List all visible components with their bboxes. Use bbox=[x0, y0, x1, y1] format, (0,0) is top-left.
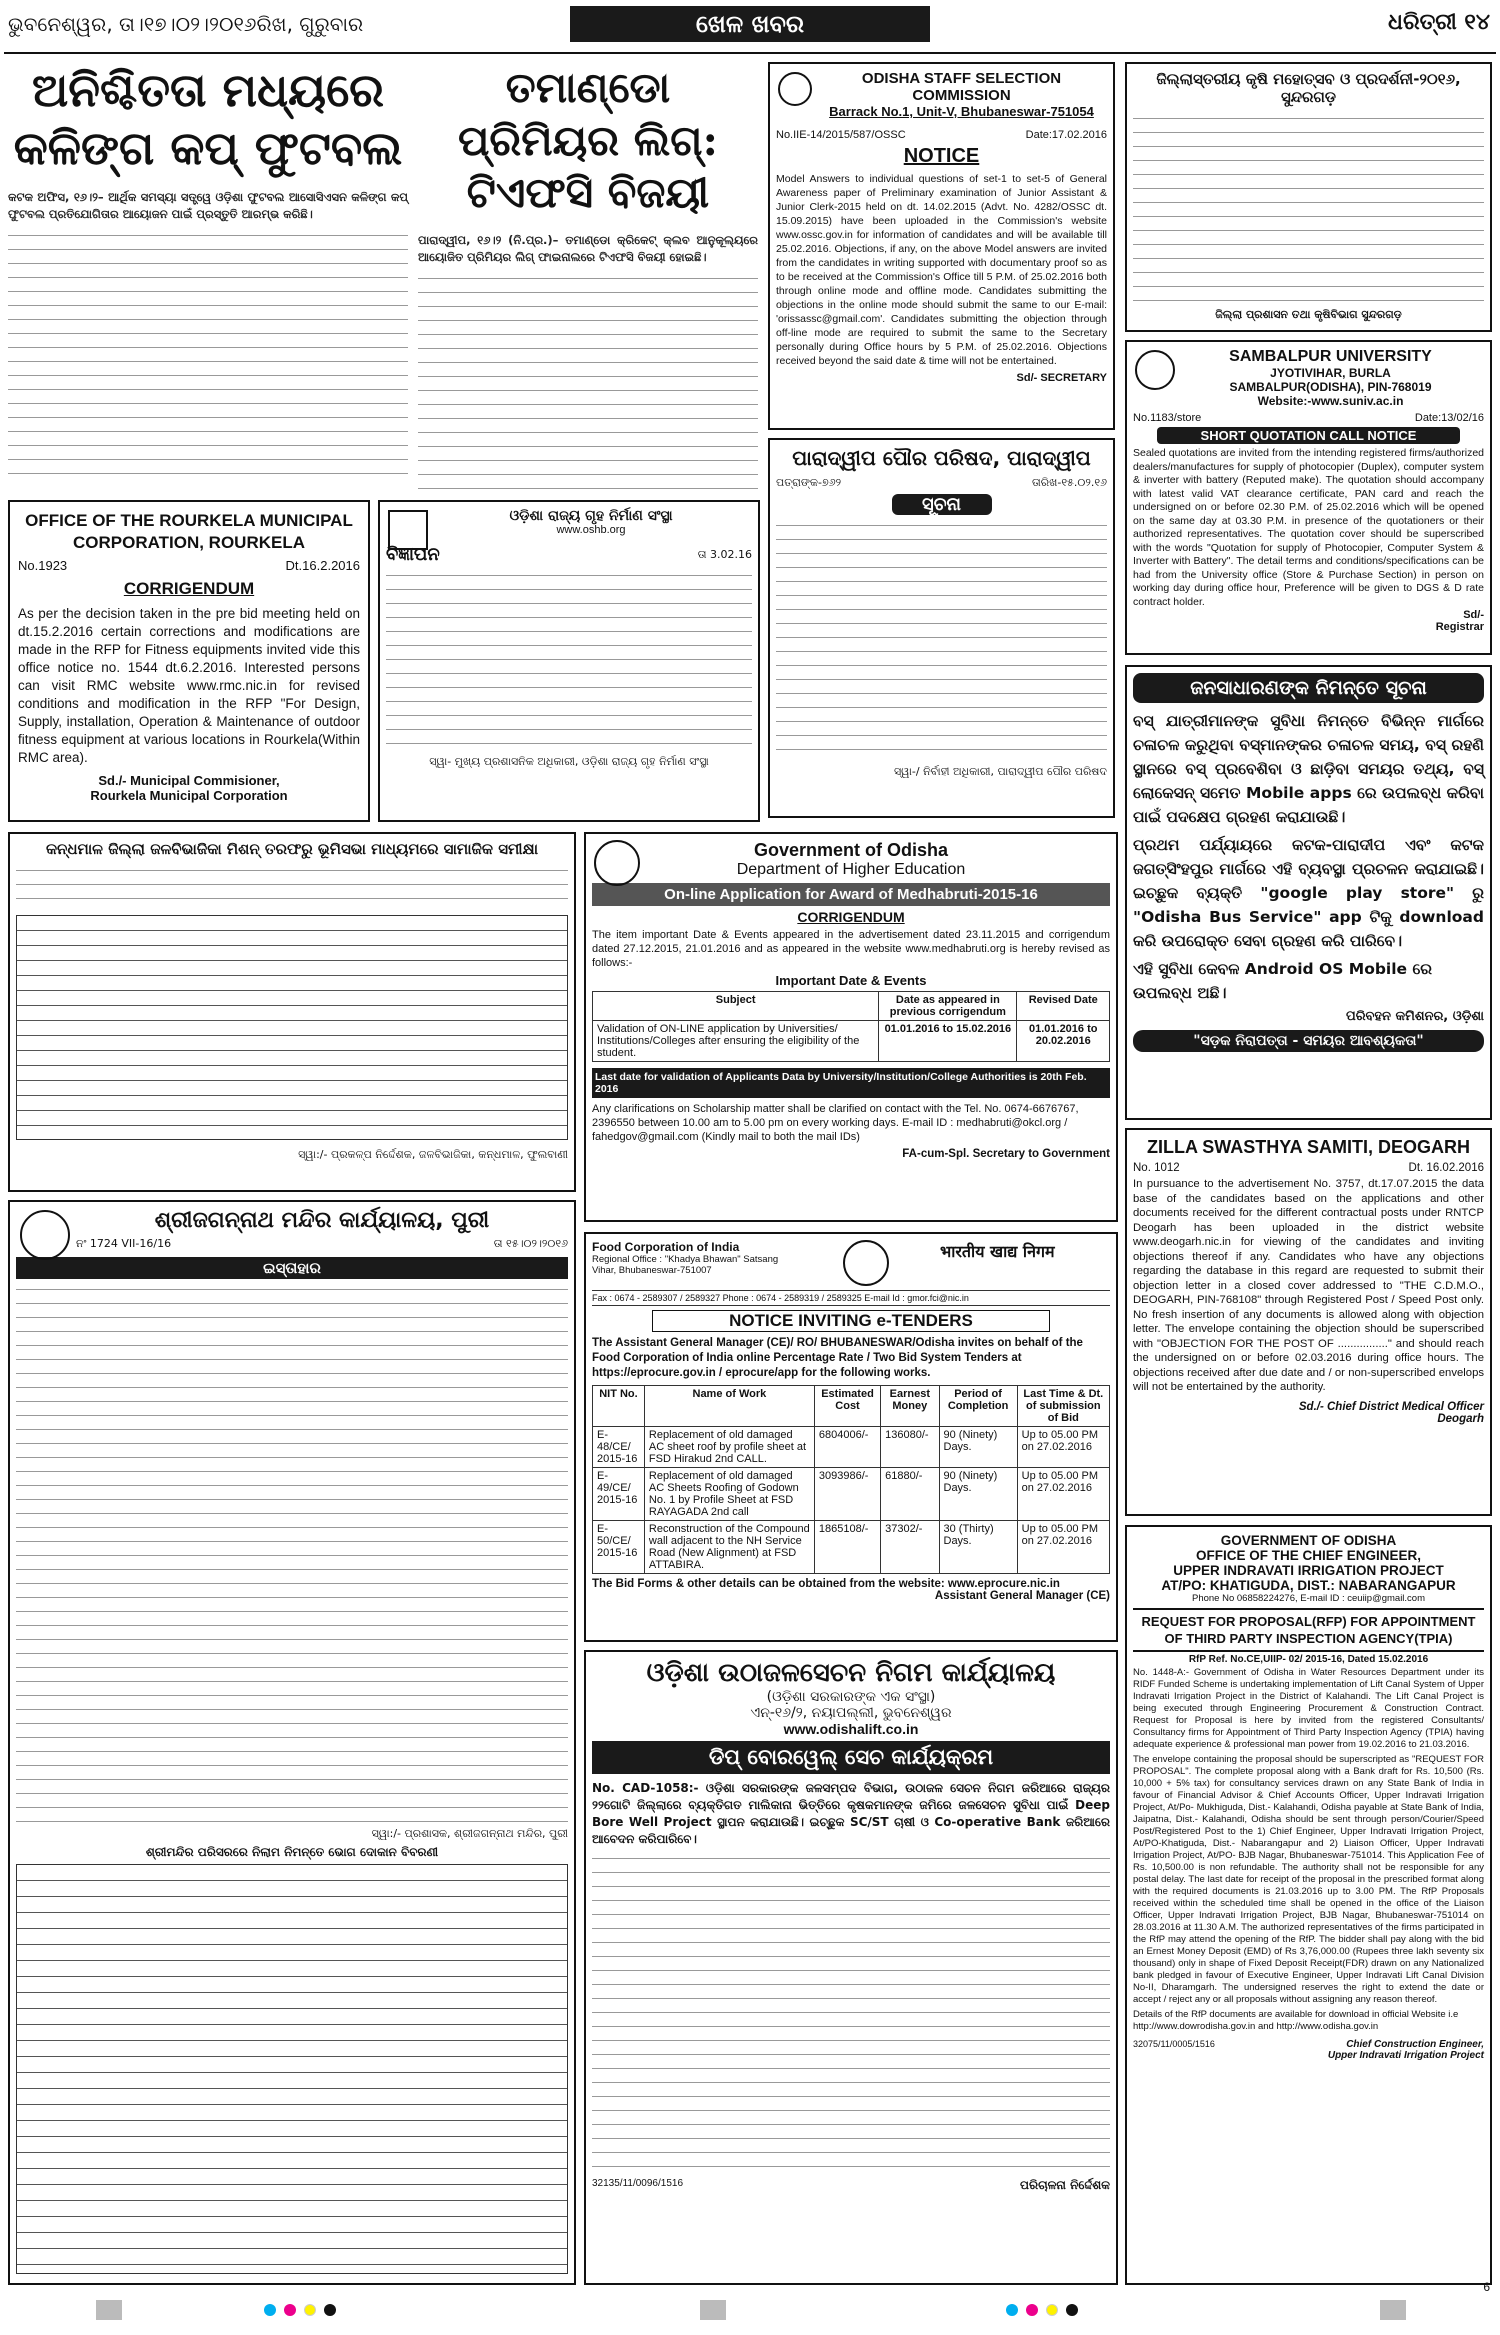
fci-signature: Assistant General Manager (CE) bbox=[934, 1590, 1110, 1602]
fci-cell: 6804006/- bbox=[814, 1427, 880, 1468]
fci-heading: NOTICE INVITING e-TENDERS bbox=[652, 1310, 1050, 1332]
lift-sub: (ଓଡ଼ିଶା ସରକାରଙ୍କ ଏକ ସଂସ୍ଥା) bbox=[766, 1689, 936, 1705]
story-body-text bbox=[418, 272, 758, 522]
zilla-swasthya-notice bbox=[1125, 1128, 1492, 1516]
rmc-corrigendum bbox=[8, 500, 370, 822]
medha-col-previous: Date as appeared in previous corrigendum bbox=[879, 992, 1017, 1021]
bus-public-notice bbox=[1125, 665, 1492, 1120]
sambalpur-notice bbox=[1125, 340, 1492, 655]
story-lead: ପାରାଦ୍ୱୀପ, ୧୬।୨ (ନି.ପ୍ର.)– ତମାଣ୍ଡୋ କ୍ରିକେଟ୍ କ୍ଲବ ଆନୁକୂଲ୍ୟରେ ଆୟୋଜିତ ପ୍ରିମିୟର ଲିଗ୍ ଫାଇନାଲରେ ଟିଏଫସି ବିଜୟୀ ହୋଇଛି। bbox=[418, 232, 758, 264]
medha-clarify: Any clarifications on Scholarship matter shall be clarified on contact with the Tel. No. 0674-6676767, 2396550 between 10.00 am to 5.00 pm on every working days. E-mail ID : medhabruti@okcl.org / fahedgov@gmail.com (Kindly mail to both the mail IDs) bbox=[592, 1103, 1079, 1143]
table-row bbox=[593, 1468, 1110, 1521]
ossc-signature: Sd/- SECRETARY bbox=[1016, 372, 1107, 384]
medhabruti-corrigendum bbox=[584, 832, 1118, 1222]
indravati-ref2: 32075/11/0005/1516 bbox=[1133, 2039, 1215, 2049]
lift-address: ଏନ୍-୧୬/୨, ନୟାପଲ୍ଲୀ, ଭୁବନେଶ୍ୱର bbox=[750, 1705, 952, 1721]
bus-notice-body: ବସ୍ ଯାତ୍ରୀମାନଙ୍କ ସୁବିଧା ନିମନ୍ତେ ବିଭିନ୍ନ ମାର୍ଗରେ ଚଳାଚଳ କରୁଥିବା ବସ୍‌ମାନଙ୍କର ଚଳାଚଳ ସମୟ, ବସ୍ ରହଣି ସ୍ଥାନରେ ବସ୍ ପ୍ରବେଶିବା ଓ ଛାଡ଼ିବା ସମୟର ତଥ୍ୟ, ବସ୍ ଲୋକେସନ୍ ସମେତ Mobile apps ରେ ଉପଲବ୍ଧ କରିବା ପାଇଁ ପଦକ୍ଷେପ ଗ୍ରହଣ କରାଯାଉଛି। bbox=[1133, 712, 1484, 826]
jagannath-date: ତା ୧୫।୦୨।୨୦୧୬ bbox=[493, 1237, 568, 1250]
indravati-t4: AT/PO: KHATIGUDA, DIST.: NABARANGAPUR bbox=[1161, 1578, 1456, 1593]
indravati-body2: The envelope containing the proposal should be superscripted as "REQUEST FOR PROPOSAL". The complete proposal along with a Bank draft for Rs. 10,500 (Rs. 10,000 + 5% tax) for consultancy services drawn on any State Bank of India in favour of Financial Advisor & Chief Accounts Officer, Upper Indravati Irrigation Project, At/Po- Mukhiguda, Dist.- Kalahandi, Odisha payable at State Bank of India, Jaipatna, Dist.- Kalahandi, Odisha should be sent through person/Courier/Speed Post/Registered Post to the 1) Chief Engineer, Upper Indravati Irrigation Project, At/PO-Khatiguda, Dist.- Nabarangapur and 2) Liaison Officer, Upper Indravati Irrigation Project, At/PO- BJB Nagar, Bhubaneswar-751014. This Application Fee of Rs. 10,500.00 is non refundable. The authority shall not be responsible for any postal delay. The last date for receipt of the proposal in the prescribed format along with the required documents is 21.03.2016 up to 3.00 PM. The RfP Proposals received within the scheduled time shall be opened in the office of the Liaison Officer, Upper Indravati Irrigation Project, BJB Nagar, Bhubaneswar-751014 on 28.03.2016 at 11.30 A.M. The authorized representatives of the firms participated in the RfP may attend the opening of the RfP. The bidder shall pay along with the bid an Ernest Money Deposit (EMD) of Rs 3,76,000.00 (Rupees three lakh seventy six thousand) only in shape of Fixed Deposit Receipt(FDR) drawn on any Nationalized bank pledged in favour of Executive Engineer, Upper Indravati Lift Canal Division No-II, Dharamgarh. The undersigned reserves the right to extend the date or accept / reject any or all proposals without assigning any reason thereof. bbox=[1133, 1754, 1484, 2005]
medha-row-previous: 01.01.2016 to 15.02.2016 bbox=[879, 1021, 1017, 1062]
registration-mark bbox=[700, 2300, 726, 2320]
magenta-dot bbox=[284, 2304, 296, 2316]
page-number: ଧରିତ୍ରୀ ୧୪ bbox=[1388, 10, 1490, 35]
ossc-notice bbox=[768, 62, 1115, 430]
bus-notice-heading: ଜନସାଧାରଣଙ୍କ ନିମନ୍ତେ ସୂଚନା bbox=[1133, 673, 1484, 703]
fci-cell: 3093986/- bbox=[814, 1468, 880, 1521]
indravati-sign2: Upper Indravati Irrigation Project bbox=[1327, 2050, 1484, 2061]
cyan-dot bbox=[264, 2304, 276, 2316]
fci-cell: 90 (Ninety) Days. bbox=[939, 1468, 1017, 1521]
ossc-heading: NOTICE bbox=[903, 145, 980, 167]
story-kalinga-cup bbox=[8, 62, 408, 502]
medha-dates-table bbox=[592, 991, 1110, 1062]
fci-cell: E-48/CE/ 2015-16 bbox=[593, 1427, 645, 1468]
indravati-t3: UPPER INDRAVATI IRRIGATION PROJECT bbox=[1173, 1563, 1444, 1578]
rmc-title: OFFICE OF THE ROURKELA MUNICIPAL CORPORATION, ROURKELA bbox=[25, 511, 353, 552]
fci-cell: Up to 05.00 PM on 27.02.2016 bbox=[1017, 1521, 1109, 1574]
story-tamando-league bbox=[418, 62, 758, 502]
indravati-sign1: Chief Construction Engineer, bbox=[1346, 2039, 1484, 2050]
medha-body: The item important Date & Events appeared in the advertisement dated 23.11.2015 and corrigendum dated 27.12.2015, 21.01.2016 and as appeared in the website www.medhabruti.org is hereby revised as follows:- bbox=[592, 929, 1110, 969]
university-seal-icon bbox=[1135, 350, 1175, 390]
fci-contact: Fax : 0674 - 2589307 / 2589327 Phone : 0674 - 2589319 / 2589325 E-mail Id : gmor.fci@nic.in bbox=[592, 1290, 1110, 1306]
fci-col-emd: Earnest Money bbox=[881, 1386, 939, 1427]
oshb-body-text bbox=[386, 569, 752, 749]
story-lead: କଟକ ଅଫିସ, ୧୬।୨– ଆର୍ଥିକ ସମସ୍ୟା ସତ୍ତ୍ୱେ ଓଡ଼ିଶା ଫୁଟବଲ ଆସୋସିଏସନ କଳିଙ୍ଗ କପ୍ ଫୁଟବଲ ପ୍ରତିଯୋଗିତାର ଆୟୋଜନ ପାଇଁ ପ୍ରସ୍ତୁତି ଆରମ୍ଭ କରିଛି। bbox=[8, 190, 408, 221]
registration-mark bbox=[1380, 2300, 1406, 2320]
masthead-rule bbox=[4, 52, 1496, 54]
indravati-t2: OFFICE OF THE CHIEF ENGINEER, bbox=[1195, 1548, 1421, 1563]
zilla-ref: No. 1012 bbox=[1133, 1162, 1180, 1174]
paradeep-body-text bbox=[776, 519, 1107, 759]
medha-col-subject: Subject bbox=[593, 992, 879, 1021]
medha-row-revised: 01.01.2016 to 20.02.2016 bbox=[1017, 1021, 1110, 1062]
fci-cell: 30 (Thirty) Days. bbox=[939, 1521, 1017, 1574]
fci-tender-table bbox=[592, 1385, 1110, 1574]
ossc-address: Barrack No.1, Unit-V, Bhubaneswar-751054 bbox=[829, 104, 1094, 119]
story-headline: ଅନିଶ୍ଚିତତା ମଧ୍ୟରେ କଳିଙ୍ଗ କପ୍ ଫୁଟବଲ bbox=[13, 63, 403, 175]
rmc-body: As per the decision taken in the pre bid meeting held on dt.15.2.2016 certain corrections and modifications are made in the RFP for Fitness equipments invited vide this office notice no. 1544 dt.6.2.2016. Interested persons can visit RMC website www.rmc.nic.in for revised conditions and modification in the RFP "For Design, Supply, installation, Operation & Maintenance of outdoor fitness equipment at various locations in Rourkela(Within RMC area). bbox=[18, 606, 360, 765]
date-line: ଭୁବନେଶ୍ୱର, ତା।୧୭।୦୨।୨୦୧୬ରିଖ, ଗୁରୁବାର bbox=[8, 12, 364, 36]
oshb-date: ତା 3.02.16 bbox=[697, 547, 752, 561]
fci-intro: The Assistant General Manager (CE)/ RO/ BHUBANESWAR/Odisha invites on behalf of the Food Corporation of India online Percentage Rate / Two Bid System Tenders at https://eprocure.gov.in / eprocure/app for the following works. bbox=[592, 1337, 1083, 1379]
fci-cell: 90 (Ninety) Days. bbox=[939, 1427, 1017, 1468]
odisha-emblem-icon bbox=[594, 840, 640, 886]
fci-cell: 37302/- bbox=[881, 1521, 939, 1574]
jagannath-ref: ନଂ 1724 VII-16/16 bbox=[76, 1237, 172, 1250]
fci-col-cost: Estimated Cost bbox=[814, 1386, 880, 1427]
jagannath-body-text bbox=[16, 1283, 568, 1823]
jagannath-heading: ଇସ୍ତାହାର bbox=[16, 1257, 568, 1279]
jagannath-title: ଶ୍ରୀଜଗନ୍ନାଥ ମନ୍ଦିର କାର୍ଯ୍ୟାଳୟ, ପୁରୀ bbox=[154, 1208, 490, 1233]
sundargarh-notice bbox=[1125, 62, 1492, 332]
ossc-emblem-icon bbox=[778, 72, 812, 106]
masthead bbox=[0, 0, 1500, 50]
sundargarh-title: ଜିଲ୍ଲାସ୍ତରୀୟ କୃଷି ମହୋତ୍ସବ ଓ ପ୍ରଦର୍ଶନୀ-୨୦୧୬, ସୁନ୍ଦରଗଡ଼ bbox=[1156, 70, 1461, 106]
zilla-sign1: Sd./- Chief District Medical Officer bbox=[1298, 1400, 1484, 1413]
fci-col-work: Name of Work bbox=[644, 1386, 814, 1427]
indravati-phone: Phone No 06858224276, E-mail ID : ceuiip@gmail.com bbox=[1191, 1593, 1426, 1604]
rmc-sign2: Rourkela Municipal Corporation bbox=[90, 788, 288, 803]
sambalpur-sign1: Sd/- bbox=[1463, 609, 1484, 621]
kandhamal-signature: ସ୍ୱା:/- ପ୍ରକଳ୍ପ ନିର୍ଦ୍ଦେଶକ, ଜଳବିଭାଜିକା, କନ୍ଧମାଳ, ଫୁଲବାଣୀ bbox=[298, 1148, 568, 1161]
rmc-sign1: Sd./- Municipal Commisioner, bbox=[98, 773, 280, 788]
kandhamal-title: କନ୍ଧମାଳ ଜିଲ୍ଲା ଜଳବିଭାଜିକା ମିଶନ୍ ତରଫରୁ ଭୂମିସଭା ମାଧ୍ୟମରେ ସାମାଜିକ ସମୀକ୍ଷା bbox=[45, 840, 539, 858]
oshb-signature: ସ୍ୱା- ମୁଖ୍ୟ ପ୍ରଶାସନିକ ଅଧିକାରୀ, ଓଡ଼ିଶା ରାଜ୍ୟ ଗୃହ ନିର୍ମାଣ ସଂସ୍ଥା bbox=[429, 755, 709, 768]
medha-gov: Government of Odisha bbox=[753, 840, 949, 860]
black-dot bbox=[1066, 2304, 1078, 2316]
fci-logo-icon bbox=[843, 1240, 889, 1286]
ossc-ref: No.IIE-14/2015/587/OSSC bbox=[776, 129, 906, 141]
indravati-t1: GOVERNMENT OF ODISHA bbox=[1220, 1533, 1397, 1548]
jagannath-table-title: ଶ୍ରୀମନ୍ଦିର ପରିସରରେ ନିଲାମ ନିମନ୍ତେ ଭୋଗ ଦୋକାନ ବିବରଣୀ bbox=[145, 1845, 439, 1859]
cyan-dot bbox=[1006, 2304, 1018, 2316]
sambalpur-body: Sealed quotations are invited from the intending registered firms/authorized dealers/manufactures for supply of photocopier (Duplex), computer system & inverter with battery (Reputed make). The quotation should accompany with latest valid VAT clearance certificate, PAN card and reach the undersigned on or before 02.30 P.M. of 25.02.2016 which will be opened on the same day at 03.30 P.M. in presence of the quotationers or their authorized representatives. The quotation cover should be superscribed with the words "Quotation for supply of Photocopier, Computer System & Inverter with Battery". The detail terms and conditions/specifications can be had from the University office (Store & Purchase Section) in person on working day during office hour, Preference will be given to DGS & D rate contract holder. bbox=[1133, 447, 1484, 608]
bus-notice-slogan: "ସଡ଼କ ନିରାପତ୍ତା - ସମୟର ଆବଶ୍ୟକତା" bbox=[1133, 1030, 1484, 1052]
lift-banner: ଡିପ୍ ବୋରୱେଲ୍ ସେଚ କାର୍ଯ୍ୟକ୍ରମ bbox=[592, 1741, 1110, 1774]
sambalpur-sign2: Registrar bbox=[1435, 621, 1484, 633]
medha-table-title: Important Date & Events bbox=[775, 973, 927, 988]
sambalpur-date: Date:13/02/16 bbox=[1414, 412, 1484, 424]
oshb-title: ଓଡ଼ିଶା ରାଜ୍ୟ ଗୃହ ନିର୍ମାଣ ସଂସ୍ଥା bbox=[509, 508, 673, 524]
lift-body-text bbox=[592, 1852, 1110, 2172]
ossc-body: Model Answers to individual questions of set-1 to set-5 of General Awareness paper of Preliminary examination of Junior Assistant & Junior Clerk-2015 held on dt. 14.02.2015 (Advt. No. 4282/OSSC dt. 15.09.2015) have been uploaded in the Commission's website www.ossc.gov.in for information of candidates and will be available till 25.02.2016. Objections, if any, on the above Model answers are invited from the candidates in writing supported with documentary proof so as to be received at the Commission's Office till 5 P.M. of 25.02.2016 both through online mode and offline mode. Candidates submitting the objections in the online mode should submit the same to our E-mail: 'orissassc@gmail.com'. Candidates submitting the objection through off-line mode are required to submit the same to the Secretary personally during Office hours by 5 P.M. of 25.02.2016. Objections received beyond the said date & time will not be entertained. bbox=[776, 173, 1107, 367]
fci-col-period: Period of Completion bbox=[939, 1386, 1017, 1427]
oshb-heading: ବିଜ୍ଞାପନ bbox=[386, 544, 440, 565]
magenta-dot bbox=[1026, 2304, 1038, 2316]
fci-col-deadline: Last Time & Dt. of submission of Bid bbox=[1017, 1386, 1109, 1427]
jagannath-notice bbox=[8, 1200, 576, 2285]
medha-dept: Department of Higher Education bbox=[736, 861, 966, 878]
rmc-heading: CORRIGENDUM bbox=[123, 579, 255, 598]
paradeep-title: ପାରାଦ୍ୱୀପ ପୌର ପରିଷଦ, ପାରାଦ୍ୱୀପ bbox=[792, 446, 1091, 470]
black-dot bbox=[324, 2304, 336, 2316]
fci-org: Food Corporation of India bbox=[592, 1240, 740, 1254]
fci-col-nit: NIT No. bbox=[593, 1386, 645, 1427]
lift-lead: No. CAD-1058:- ଓଡ଼ିଶା ସରକାରଙ୍କ ଜଳସମ୍ପଦ ବିଭାଗ, ଉଠାଜଳ ସେଚନ ନିଗମ ଜରିଆରେ ରାଜ୍ୟର ୨୨ଗୋଟି ଜିଲ୍ଲାରେ ବ୍ୟକ୍ତିଗତ ମାଲିକାନା ଭିତ୍ତିରେ କୃଷକମାନଙ୍କ ଜମିରେ ଜଳସେଚନ ସୁବିଧା ପାଇଁ Deep Bore Well Project ସ୍ଥାପନ କରାଯାଉଛି। ଇଚ୍ଛୁକ SC/ST ଚାଷୀ ଓ Co-operative Bank ଜରିଆରେ ଆବେଦନ କରିପାରିବେ। bbox=[592, 1781, 1110, 1846]
fci-hindi-name: भारतीय खाद्य निगम bbox=[940, 1242, 1055, 1261]
sambalpur-sub1: JYOTIVIHAR, BURLA bbox=[1270, 366, 1391, 380]
indravati-ref: RfP Ref. No.CE,UIIP- 02/ 2015-16, Dated 15.02.2016 bbox=[1188, 1654, 1429, 1665]
temple-logo-icon bbox=[20, 1210, 70, 1260]
sambalpur-ref: No.1183/store bbox=[1133, 412, 1202, 424]
zilla-body: In pursuance to the advertisement No. 3757, dt.17.07.2015 the data base of the candidates based on the applications and other documents received for the different contractual posts under RNTCP Deogarh has been uploaded in the district website www.deogarh.nic.in for viewing of the candidates and inviting objections thereof if any. Candidates who have any objections regarding the database in this regard are requested to submit their objection letter in a closed cover addressed to "THE C.D.M.O., DEOGARH, PIN-768108" through Registered Post / Speed Post only. No fresh insertion of any documents is allowed along with objection letter. The envelope containing the objection should be superscribed with "OBJECTION FOR THE POST OF ................" and should reach the undersigned on or before 02.03.2016 during office hours. The objections received after due date and / or non-superscribed envelops will not be entertained by the authority. bbox=[1133, 1178, 1484, 1393]
medha-banner: On-line Application for Award of Medhabruti-2015-16 bbox=[592, 883, 1110, 906]
indravati-body: No. 1448-A:- Government of Odisha in Water Resources Department under its RIDF Funded Scheme is undertaking implementation of Lift Canal System of Upper Indravati Irrigation Project in the District of Kalahandi. The Lift Canal Project is being executed through Engineering Procurement & Construction Contract. Request for Proposal is here by invited from the registered Consultants/ Consultancy firms for Appointment of Third Party Inspection Agency (TPIA) having adequate experience & professional man power from 19.02.2016 to 21.03.2016. bbox=[1133, 1667, 1484, 1750]
registration-mark bbox=[96, 2300, 122, 2320]
bus-notice-body3: ଏହି ସୁବିଧା କେବଳ Android OS Mobile ରେ ଉପଲବ୍ଧ ଅଛି। bbox=[1133, 960, 1432, 1002]
paradeep-ref: ପତ୍ରାଙ୍କ-୭୬୨ bbox=[776, 476, 842, 489]
story-body-text bbox=[8, 229, 408, 479]
paradeep-date: ତାରିଖ-୧୫.୦୨.୧୬ bbox=[1032, 476, 1107, 489]
medha-heading: CORRIGENDUM bbox=[797, 909, 905, 925]
rmc-ref: No.1923 bbox=[18, 558, 68, 573]
lift-website: www.odishalift.co.in bbox=[783, 1721, 919, 1737]
sundargarh-signature: ଜିଲ୍ଲା ପ୍ରଶାସନ ତଥା କୃଷିବିଭାଗ ସୁନ୍ଦରଗଡ଼ bbox=[1215, 308, 1402, 321]
kandhamal-schedule-table bbox=[16, 915, 568, 1140]
fci-cell: Up to 05.00 PM on 27.02.2016 bbox=[1017, 1427, 1109, 1468]
zilla-sign2: Deogarh bbox=[1437, 1412, 1484, 1425]
lift-signature: ପରିଚାଳନା ନିର୍ଦ୍ଦେଶକ bbox=[1020, 2178, 1110, 2192]
bus-notice-signature: ପରିବହନ କମିଶନର, ଓଡ଼ିଶା bbox=[1345, 1009, 1484, 1024]
fci-cell: E-50/CE/ 2015-16 bbox=[593, 1521, 645, 1574]
medha-last-date: Last date for validation of Applicants Data by University/Institution/College Authorities is 20th Feb. 2016 bbox=[592, 1068, 1110, 1098]
lift-ref: 32135/11/0096/1516 bbox=[592, 2178, 684, 2189]
fci-cell: Up to 05.00 PM on 27.02.2016 bbox=[1017, 1468, 1109, 1521]
yellow-dot bbox=[1046, 2304, 1058, 2316]
fci-cell: Replacement of old damaged AC Sheets Roofing of Godown No. 1 by Profile Sheet at FSD RAYAGADA 2nd call bbox=[644, 1468, 814, 1521]
jagannath-shop-table bbox=[16, 1864, 568, 2274]
paradeep-notice bbox=[768, 438, 1115, 818]
indravati-rfp-notice bbox=[1125, 1525, 1492, 2285]
fci-cell: Reconstruction of the Compound wall adjacent to the NH Service Road (New Alignment) at FSD ATTABIRA. bbox=[644, 1521, 814, 1574]
indravati-body3: Details of the RfP documents are available for download in official Website i.e http://www.dowrodisha.gov.in and http://www.odisha.gov.in bbox=[1133, 2009, 1459, 2032]
section-title: ଖେଳ ଖବର bbox=[570, 6, 930, 42]
folio-number: 6 bbox=[1483, 2280, 1490, 2294]
story-headline: ତମାଣ୍ଡୋ ପ୍ରିମିୟର ଲିଗ୍: ଟିଏଫସି ବିଜୟୀ bbox=[457, 63, 719, 217]
lift-irrigation-notice bbox=[584, 1650, 1118, 2285]
fci-cell: 61880/- bbox=[881, 1468, 939, 1521]
table-row bbox=[593, 1427, 1110, 1468]
sambalpur-website: Website:-www.suniv.ac.in bbox=[1257, 394, 1404, 408]
sambalpur-heading: SHORT QUOTATION CALL NOTICE bbox=[1157, 427, 1460, 444]
oshb-notice bbox=[378, 500, 760, 822]
medha-col-revised: Revised Date bbox=[1017, 992, 1110, 1021]
yellow-dot bbox=[304, 2304, 316, 2316]
medha-row-subject: Validation of ON-LINE application by Universities/ Institutions/Colleges after ensuring the eligibility of the student. bbox=[593, 1021, 879, 1062]
oshb-website: www.oshb.org bbox=[556, 524, 626, 536]
paradeep-signature: ସ୍ୱା-/ ନିର୍ବାହୀ ଅଧିକାରୀ, ପାରାଦ୍ୱୀପ ପୌର ପରିଷଦ bbox=[893, 765, 1107, 778]
fci-office: Regional Office : "Khadya Bhawan" Satsang Vihar, Bhubaneswar-751007 bbox=[592, 1254, 779, 1276]
table-row bbox=[593, 1521, 1110, 1574]
fci-cell: 136080/- bbox=[881, 1427, 939, 1468]
indravati-heading: REQUEST FOR PROPOSAL(RFP) FOR APPOINTMENT OF THIRD PARTY INSPECTION AGENCY(TPIA) bbox=[1133, 1608, 1484, 1652]
fci-cell: Replacement of old damaged AC sheet roof by profile sheet at FSD Hirakud 2nd CALL. bbox=[644, 1427, 814, 1468]
lift-title: ଓଡ଼ିଶା ଉଠାଜଳସେଚନ ନିଗମ କାର୍ଯ୍ୟାଳୟ bbox=[646, 1658, 1056, 1688]
kandhamal-notice bbox=[8, 832, 576, 1192]
fci-cell: E-49/CE/ 2015-16 bbox=[593, 1468, 645, 1521]
ossc-title: ODISHA STAFF SELECTION COMMISSION bbox=[861, 70, 1062, 104]
medha-signature: FA-cum-Spl. Secretary to Government bbox=[902, 1148, 1110, 1160]
sundargarh-body-text bbox=[1133, 112, 1484, 302]
sambalpur-title: SAMBALPUR UNIVERSITY bbox=[1229, 348, 1432, 365]
fci-bottom: The Bid Forms & other details can be obtained from the website: www.eprocure.nic.in bbox=[592, 1578, 1060, 1590]
sambalpur-sub2: SAMBALPUR(ODISHA), PIN-768019 bbox=[1229, 380, 1432, 394]
bus-notice-body2: ପ୍ରଥମ ପର୍ଯ୍ୟାୟରେ କଟକ-ପାରାଦୀପ ଏବଂ କଟକ ଜଗତ୍‌ସିଂହପୁର ମାର୍ଗରେ ଏହି ବ୍ୟବସ୍ଥା ପ୍ରଚଳନ କରାଯାଇଛି। ଇଚ୍ଛୁକ ବ୍ୟକ୍ତି "google play store" ରୁ "Odisha Bus Service" app ଟିକୁ download କରି ଉପରୋକ୍ତ ସେବା ଗ୍ରହଣ କରି ପାରିବେ। bbox=[1133, 836, 1484, 950]
fci-cell: 1865108/- bbox=[814, 1521, 880, 1574]
kandhamal-intro-text bbox=[16, 864, 568, 909]
paradeep-heading: ସୂଚନା bbox=[892, 494, 992, 515]
fci-tender-notice bbox=[584, 1232, 1118, 1642]
ossc-date: Date:17.02.2016 bbox=[1025, 129, 1107, 141]
rmc-date: Dt.16.2.2016 bbox=[285, 558, 360, 573]
oshb-logo-icon bbox=[388, 510, 428, 550]
zilla-title: ZILLA SWASTHYA SAMITI, DEOGARH bbox=[1146, 1137, 1470, 1157]
jagannath-signature: ସ୍ୱା:/- ପ୍ରଶାସକ, ଶ୍ରୀଜଗନ୍ନାଥ ମନ୍ଦିର, ପୁରୀ bbox=[371, 1827, 568, 1840]
zilla-date: Dt. 16.02.2016 bbox=[1408, 1162, 1484, 1174]
